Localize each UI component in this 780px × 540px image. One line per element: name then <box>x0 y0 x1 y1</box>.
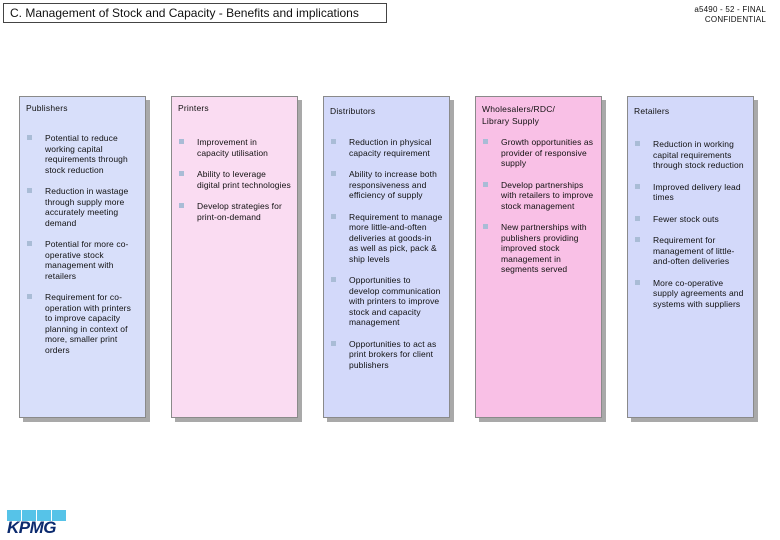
column-panel <box>323 96 450 418</box>
column-heading: Printers <box>178 103 209 113</box>
column-distributors <box>323 96 454 422</box>
column-heading: Retailers <box>634 106 670 116</box>
bullet-icon <box>331 277 336 282</box>
column-heading: Distributors <box>330 106 376 116</box>
list-item: Potential to reduce working capital requirements through stock reduction <box>20 133 145 175</box>
column-retailers <box>627 96 758 422</box>
bullet-icon <box>635 184 640 189</box>
column-panel <box>627 96 754 418</box>
list-item: Develop partnerships with retailers to improve stock management <box>476 180 601 212</box>
column-printers <box>171 96 302 422</box>
column-panel <box>19 96 146 418</box>
list-item: Potential for more co-operative stock management with retailers <box>20 239 145 281</box>
list-item: Develop strategies for print-on-demand <box>172 201 297 222</box>
bullet-icon <box>483 224 488 229</box>
kpmg-logo-text: KPMG <box>7 518 56 537</box>
bullet-icon <box>483 182 488 187</box>
column-wholesalers <box>475 96 606 422</box>
list-item: More co-operative supply agreements and systems with suppliers <box>628 278 753 310</box>
bullet-icon <box>27 188 32 193</box>
bullet-icon <box>27 294 32 299</box>
list-item: Growth opportunities as provider of responsive supply <box>476 137 601 169</box>
bullet-icon <box>635 216 640 221</box>
list-item: Improvement in capacity utilisation <box>172 137 297 158</box>
bullet-icon <box>27 135 32 140</box>
bullet-icon <box>27 241 32 246</box>
list-item: Fewer stock outs <box>628 214 753 225</box>
bullet-icon <box>331 214 336 219</box>
kpmg-logo <box>4 510 66 536</box>
list-item: New partnerships with publishers providing improved stock management in segments served <box>476 222 601 275</box>
confidential-label: CONFIDENTIAL <box>704 15 766 24</box>
list-item: Improved delivery lead times <box>628 182 753 203</box>
column-panel <box>475 96 602 418</box>
bullet-icon <box>331 171 336 176</box>
list-item: Reduction in physical capacity requirement <box>324 137 449 158</box>
list-item: Requirement for management of little-and-often deliveries <box>628 235 753 267</box>
column-publishers <box>19 96 150 422</box>
list-item: Ability to leverage digital print technologies <box>172 169 297 190</box>
bullet-icon <box>331 139 336 144</box>
bullet-icon <box>635 237 640 242</box>
list-item: Opportunities to develop communication with printers to improve stock and capacity management <box>324 275 449 328</box>
list-item: Reduction in wastage through supply more accurately meeting demand <box>20 186 145 228</box>
document-reference: a5490 - 52 - FINAL <box>694 5 766 14</box>
bullet-icon <box>635 141 640 146</box>
list-item: Requirement to manage more little-and-often deliveries at goods-in as well as pick, pack & ship levels <box>324 212 449 265</box>
column-heading: Publishers <box>26 103 68 113</box>
document-meta <box>646 5 766 25</box>
slide-title: C. Management of Stock and Capacity - Benefits and implications <box>3 3 387 23</box>
bullet-icon <box>179 171 184 176</box>
bullet-icon <box>331 341 336 346</box>
list-item: Ability to increase both responsiveness and efficiency of supply <box>324 169 449 201</box>
list-item: Requirement for co-operation with printers to improve capacity planning in context of more, smaller print orders <box>20 292 145 355</box>
bullet-icon <box>179 139 184 144</box>
bullet-icon <box>179 203 184 208</box>
column-panel <box>171 96 298 418</box>
column-heading: Wholesalers/RDC/ Library Supply <box>482 104 556 126</box>
list-item: Opportunities to act as print brokers for client publishers <box>324 339 449 371</box>
list-item: Reduction in working capital requirements through stock reduction <box>628 139 753 171</box>
bullet-icon <box>483 139 488 144</box>
bullet-icon <box>635 280 640 285</box>
